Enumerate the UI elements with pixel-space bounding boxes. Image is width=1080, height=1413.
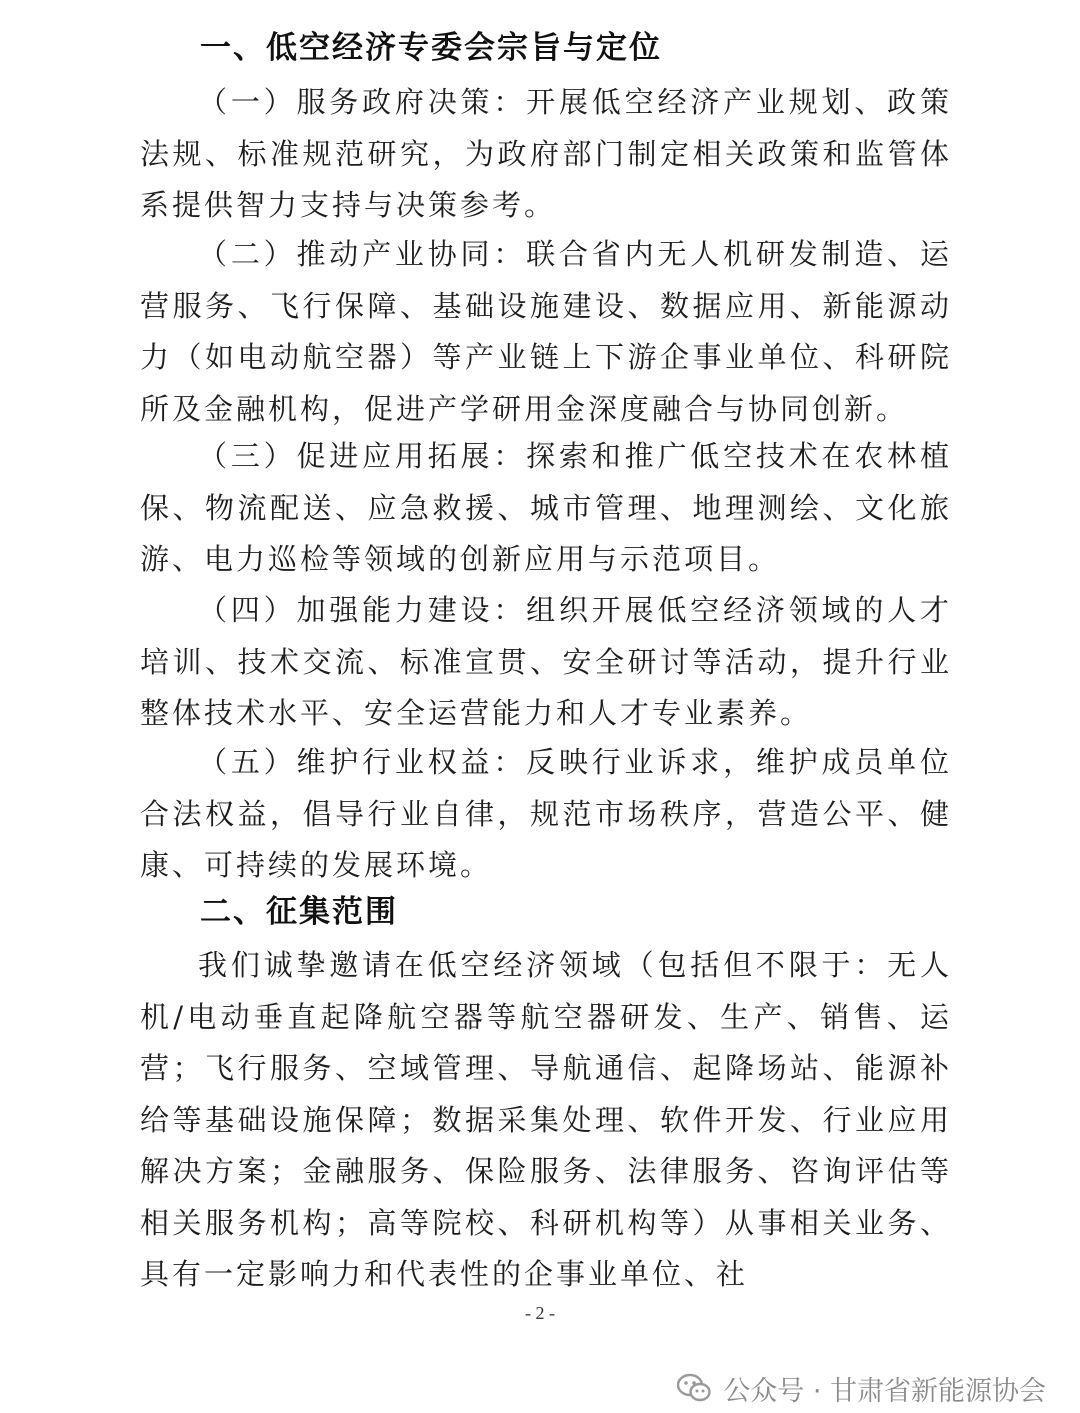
footer-watermark bbox=[677, 1366, 1046, 1410]
page-number: - 2 - bbox=[525, 1303, 555, 1323]
section-heading-1: 一、低空经济专委会宗旨与定位 bbox=[200, 30, 662, 66]
paragraph-3: （三）促进应用拓展：探索和推广低空技术在农林植保、物流配送、应急救援、城市管理、地理测绘、文化旅游、电力巡检等领域的创新应用与示范项目。 bbox=[140, 439, 952, 576]
paragraph-6: 我们诚挚邀请在低空经济领域（包括但不限于：无人机/电动垂直起降航空器等航空器研发、生产、销售、运营；飞行服务、空域管理、导航通信、起降场站、能源补给等基础设施保障；数据采集处理、软件开发、行业应用解决方案；金融服务、保险服务、法律服务、咨询评估等相关服务机构；高等院校、科研机构等）从事相关业务、具有一定影响力和代表性的企事业单位、社 bbox=[140, 948, 952, 1291]
footer-text: 公众号 · 甘肃省新能源协会 bbox=[723, 1375, 1046, 1407]
paragraph-5: （五）维护行业权益：反映行业诉求，维护成员单位合法权益，倡导行业自律，规范市场秩序，营造公平、健康、可持续的发展环境。 bbox=[140, 745, 952, 882]
section-heading-2: 二、征集范围 bbox=[200, 894, 398, 930]
wechat-icon bbox=[677, 1373, 711, 1403]
paragraph-1: （一）服务政府决策：开展低空经济产业规划、政策法规、标准规范研究，为政府部门制定相关政策和监管体系提供智力支持与决策参考。 bbox=[140, 85, 952, 222]
paragraph-4: （四）加强能力建设：组织开展低空经济领域的人才培训、技术交流、标准宣贯、安全研讨等活动，提升行业整体技术水平、安全运营能力和人才专业素养。 bbox=[140, 593, 952, 730]
paragraph-2: （二）推动产业协同：联合省内无人机研发制造、运营服务、飞行保障、基础设施建设、数据应用、新能源动力（如电动航空器）等产业链上下游企事业单位、科研院所及金融机构，促进产学研用金深度融合与协同创新。 bbox=[140, 237, 952, 426]
